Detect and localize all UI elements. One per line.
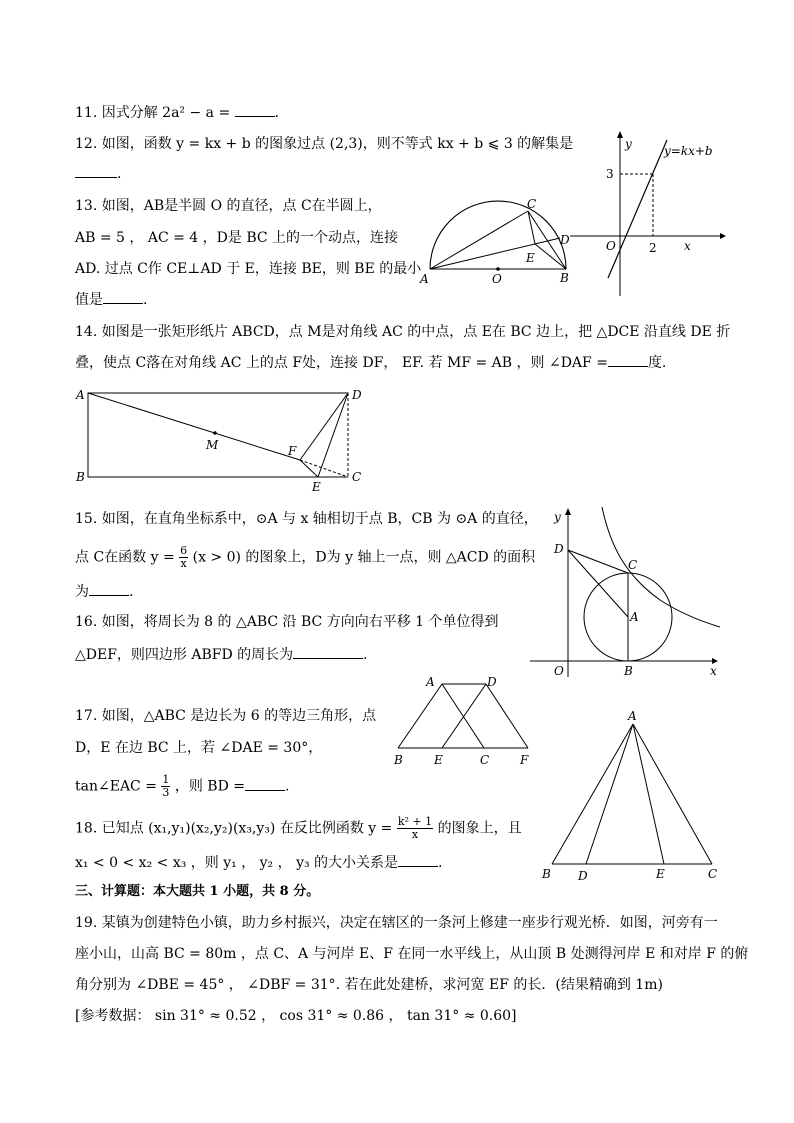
period: . — [143, 292, 148, 308]
label-A: A — [426, 675, 435, 689]
question-12 — [75, 134, 573, 154]
question-18-line2 — [75, 852, 443, 873]
label-C: C — [352, 470, 362, 484]
label-F: F — [520, 753, 529, 767]
answer-blank — [89, 581, 129, 596]
q13-line4-text: 值是 — [75, 292, 103, 308]
side-BA — [398, 684, 442, 748]
q17-suffix: ，则 BD = — [174, 778, 246, 795]
period: . — [363, 647, 368, 663]
question-16-line1: 16. 如图，将周长为 8 的 △ABC 沿 BC 方向向右平移 1 个单位得到 — [75, 614, 499, 630]
hyperbola-curve — [602, 507, 720, 627]
q18-line2-text: x₁ < 0 < x₂ < x₃ ，则 y₁ ， y₂ ， y₃ 的大小关系是 — [75, 855, 399, 871]
answer-blank — [398, 852, 438, 867]
q15-prefix: 点 C在函数 y = — [75, 549, 175, 566]
fraction-k2plus1-over-x — [397, 816, 433, 841]
label-A: A — [630, 610, 639, 624]
tick-3: 3 — [606, 167, 614, 181]
label-D: D — [487, 675, 497, 689]
label-D: D — [554, 542, 564, 556]
label-A: A — [628, 709, 637, 723]
label-A: A — [76, 388, 85, 402]
label-D: D — [352, 388, 362, 402]
question-19-line4: [参考数据： sin 31° ≈ 0.52 ， cos 31° ≈ 0.86 ， tan 31° ≈ 0.60] — [75, 1008, 517, 1024]
section-heading: 三、计算题：本大题共 1 小题，共 8 分。 — [75, 884, 320, 899]
fraction-6-over-x — [179, 545, 188, 570]
question-14-line2 — [75, 352, 666, 373]
x-axis-arrow — [720, 233, 726, 239]
label-D: D — [560, 233, 570, 247]
label-B: B — [76, 470, 85, 484]
q14-suffix: 度. — [647, 355, 667, 371]
function-line — [608, 140, 667, 278]
tick-2: 2 — [649, 241, 657, 255]
midpoint-M — [213, 431, 217, 435]
question-19-line3: 角分别为 ∠DBE = 45° ， ∠DBF = 31°. 若在此处建桥，求河宽 EF 的长．(结果精确到 1m) — [75, 977, 663, 993]
q11-text: 11. 因式分解 2a² − a = — [75, 105, 231, 121]
question-13-line1: 13. 如图，AB是半圆 O 的直径，点 C在半圆上， — [75, 198, 382, 214]
label-B: B — [542, 867, 551, 881]
question-14-line1: 14. 如图是一张矩形纸片 ABCD，点 M是对角线 AC 的中点，点 E在 BC 边上，把 △DCE 沿直线 DE 折 — [75, 324, 731, 340]
period: . — [285, 778, 290, 795]
segment-AE — [633, 724, 664, 864]
question-17-line3 — [75, 774, 289, 799]
label-O: O — [492, 272, 502, 286]
label-F: F — [288, 444, 297, 458]
segment-AD — [430, 238, 560, 269]
label-E: E — [656, 867, 665, 881]
frac-den: x — [180, 557, 187, 570]
x-label: x — [710, 664, 717, 678]
segment-EB — [535, 244, 566, 269]
question-16-line2 — [75, 644, 368, 665]
q17-prefix: tan∠EAC = — [75, 778, 157, 795]
x-label: x — [684, 239, 691, 253]
figure-rectangle-fold — [72, 385, 372, 495]
period: . — [274, 105, 280, 121]
period: . — [129, 584, 134, 600]
side-BA — [552, 724, 633, 864]
figure-semicircle — [420, 196, 580, 291]
segment-FE — [300, 460, 318, 477]
q18-suffix: 的图象上，且 — [437, 820, 522, 837]
side-DF — [486, 684, 528, 748]
answer-blank — [293, 644, 363, 659]
segment-DE — [318, 393, 348, 477]
origin-label: O — [606, 239, 616, 253]
answer-blank — [103, 289, 143, 304]
figure-linear-graph — [570, 128, 730, 298]
fn-label: y=kx+b — [664, 144, 713, 158]
question-17-line1: 17. 如图，△ABC 是边长为 6 的等边三角形，点 — [75, 708, 377, 724]
label-B: B — [394, 753, 403, 767]
question-12-line2 — [75, 163, 121, 184]
fraction-1-over-3 — [161, 774, 170, 799]
frac-num: 1 — [162, 773, 170, 786]
answer-blank — [235, 102, 275, 117]
segment-DF — [300, 393, 348, 460]
center-point — [496, 267, 500, 271]
figure-circle-hyperbola — [530, 505, 725, 680]
question-15-line3 — [75, 581, 133, 602]
question-19-line2: 座小山，山高 BC = 80m ，点 C、A 与河岸 E、F 在同一水平线上，从山顶 B 处测得河岸 E 和对岸 F 的俯 — [75, 946, 749, 962]
y-axis-arrow — [565, 508, 571, 515]
frac-den: 3 — [162, 786, 170, 799]
q15-line3-text: 为 — [75, 584, 89, 600]
side-AC — [633, 724, 712, 864]
semicircle-arc — [430, 201, 566, 269]
y-label: y — [625, 137, 632, 151]
answer-blank — [608, 352, 648, 367]
y-axis-arrow — [617, 131, 623, 138]
question-15-line2 — [75, 545, 535, 570]
q14-line2-text: 叠，使点 C落在对角线 AC 上的点 F处，连接 DF， EF. 若 MF = AB ，则 ∠DAF = — [75, 355, 608, 371]
diagonal-AF — [88, 393, 300, 460]
figure-equilateral-triangle — [540, 708, 730, 883]
question-19-line1: 19. 某镇为创建特色小镇，助力乡村振兴，决定在辖区的一条河上修建一座步行观光桥．如图，河旁有一 — [75, 915, 718, 931]
segment-DC — [568, 550, 628, 573]
label-C: C — [480, 753, 490, 767]
figure-translated-triangle — [390, 672, 540, 767]
label-E: E — [312, 480, 321, 494]
label-B: B — [624, 664, 633, 678]
question-13-line3: AD. 过点 C作 CE⊥AD 于 E，连接 BE，则 BE 的最小 — [75, 261, 422, 277]
label-E: E — [434, 753, 443, 767]
answer-blank — [245, 776, 285, 791]
period: . — [117, 166, 122, 182]
label-A: A — [420, 272, 429, 286]
label-M: M — [206, 438, 219, 452]
frac-num: k² + 1 — [397, 815, 433, 828]
question-17-line2: D，E 在边 BC 上，若 ∠DAE = 30°， — [75, 740, 323, 756]
label-C: C — [527, 197, 537, 211]
q15-suffix: (x > 0) 的图象上，D为 y 轴上一点，则 △ACD 的面积 — [192, 549, 536, 566]
question-18-line1 — [75, 816, 522, 841]
y-label: y — [554, 510, 561, 524]
question-13-line4 — [75, 289, 147, 310]
q16-line2-text: △DEF，则四边形 ABFD 的周长为 — [75, 647, 294, 663]
label-C: C — [708, 867, 718, 881]
segment-AC — [430, 211, 528, 269]
q18-prefix: 18. 已知点 (x₁,y₁)(x₂,y₂)(x₃,y₃) 在反比例函数 y = — [75, 820, 393, 837]
answer-blank — [75, 163, 117, 178]
diagonal-FC-dashed — [300, 460, 348, 477]
question-15-line1: 15. 如图，在直角坐标系中，⊙A 与 x 轴相切于点 B，CB 为 ⊙A 的直径， — [75, 511, 538, 527]
q12-line1: 12. 如图，函数 y = kx + b 的图象过点 (2,3)，则不等式 kx + b ⩽ 3 的解集是 — [75, 136, 574, 152]
question-11 — [75, 102, 279, 123]
label-D: D — [578, 869, 588, 883]
label-B: B — [560, 271, 569, 285]
period: . — [438, 855, 443, 871]
frac-den: x — [411, 828, 419, 841]
label-E: E — [526, 251, 535, 265]
label-O: O — [554, 664, 564, 678]
frac-num: 6 — [180, 544, 188, 557]
question-13-line2: AB = 5 ， AC = 4 ，D是 BC 上的一个动点，连接 — [75, 230, 399, 246]
label-C: C — [628, 558, 638, 572]
segment-DA — [568, 550, 628, 617]
